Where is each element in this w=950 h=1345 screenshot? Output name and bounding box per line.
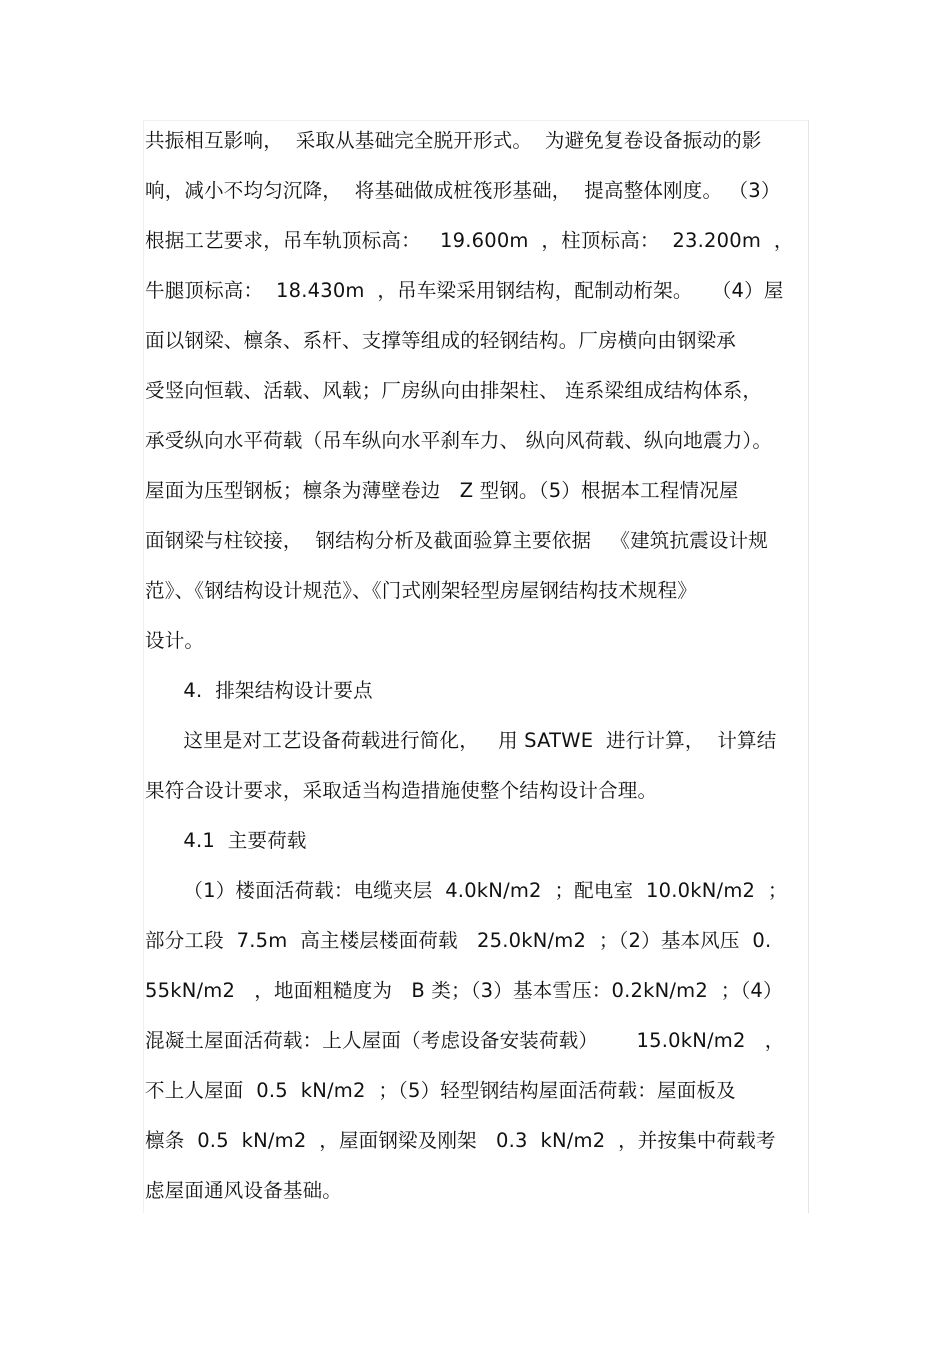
text-line: 这里是对工艺设备荷载进行简化， 用 SATWE 进行计算， 计算结: [145, 729, 777, 752]
document-body: [145, 116, 815, 1216]
text-line: 设计。: [145, 629, 205, 652]
text-line: 根据工艺要求，吊车轨顶标高： 19.600m ，柱顶标高： 23.200m ，: [145, 229, 794, 252]
subsection-heading: 4.1 主要荷载: [145, 829, 307, 852]
section-heading: 4. 排架结构设计要点: [145, 679, 373, 702]
text-line: 混凝土屋面活荷载：上人屋面（考虑设备安装荷载） 15.0kN/m2 ，: [145, 1029, 785, 1052]
text-line: 部分工段 7.5m 高主楼层楼面荷载 25.0kN/m2 ；（2）基本风压 0.: [145, 929, 772, 952]
text-line: 受竖向恒载、活载、风载；厂房纵向由排架柱、 连系梁组成结构体系，: [145, 379, 763, 402]
text-line: 共振相互影响， 采取从基础完全脱开形式。 为避免复卷设备振动的影: [145, 129, 762, 152]
text-line: 檩条 0.5 kN/m2 ，屋面钢梁及刚架 0.3 kN/m2 ，并按集中荷载考: [145, 1129, 776, 1152]
text-line: 面以钢梁、檩条、系杆、支撑等组成的轻钢结构。厂房横向由钢梁承: [145, 329, 737, 352]
text-line: 虑屋面通风设备基础。: [145, 1179, 343, 1202]
text-line: 屋面为压型钢板；檩条为薄壁卷边 Z 型钢。（5）根据本工程情况屋: [145, 479, 739, 502]
text-line: （1）楼面活荷载：电缆夹层 4.0kN/m2 ；配电室 10.0kN/m2 ；: [145, 879, 788, 902]
text-line: 牛腿顶标高： 18.430m ，吊车梁采用钢结构，配制动桁架。 （4）屋: [145, 279, 784, 302]
text-line: 范》、《钢结构设计规范》、《门式刚架轻型房屋钢结构技术规程》: [145, 579, 698, 602]
text-line: 响，减小不均匀沉降， 将基础做成桩筏形基础， 提高整体刚度。 （3）: [145, 179, 781, 202]
text-line: 承受纵向水平荷载（吊车纵向水平刹车力、 纵向风荷载、纵向地震力）。: [145, 429, 773, 452]
text-line: 果符合设计要求，采取适当构造措施使整个结构设计合理。: [145, 779, 658, 802]
text-line: 面钢梁与柱铰接， 钢结构分析及截面验算主要依据 《建筑抗震设计规: [145, 529, 768, 552]
text-line: 不上人屋面 0.5 kN/m2 ；（5）轻型钢结构屋面活荷载：屋面板及: [145, 1079, 736, 1102]
text-line: 55kN/m2 ，地面粗糙度为 B 类；（3）基本雪压：0.2kN/m2 ；（4）: [145, 979, 783, 1002]
